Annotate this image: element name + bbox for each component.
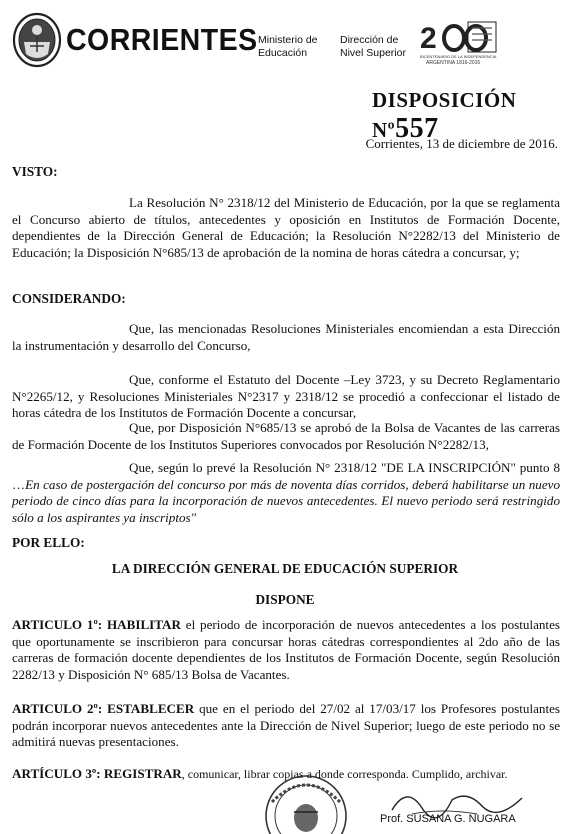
article-text: , comunicar, librar copias a donde corresponda. Cumplido, archivar.: [181, 767, 508, 781]
considerando-paragraph: [12, 460, 560, 526]
article-text: el periodo de incorporación de nuevos antecedentes a los postulantes que oportunamente se inscribieron para concursar horas cátedras correspondientes al 2do año de las carreras de formación docente dependientes de los Institutos de Formación Docente, según Resolución 2282/13 y Disposición N° 685/13 Bolsa de Vacantes.: [12, 617, 560, 682]
issuer-heading: LA DIRECCIÓN GENERAL DE EDUCACIÓN SUPERIOR: [111, 561, 459, 576]
visto-paragraph: La Resolución N° 2318/12 del Ministerio de Educación, por la que se reglamenta el Concurso abierto de títulos, antecedentes y oposición en Institutos de Formación Docente, dependientes de la Dirección General de Educación; la Resolución N°2282/13 del Ministerio de Educación; la Disposición N°685/13 de aprobación de la nomina de horas cátedra a concursar, y;: [12, 195, 560, 260]
disposition-number: 557: [395, 113, 439, 144]
title-prefix: DISPOSICIÓN Nº: [372, 88, 517, 142]
considerando-text: Que, según lo prevé la Resolución N° 2318/12 "DE LA INSCRIPCIÓN" punto 8 …: [12, 460, 560, 492]
provincial-seal-logo: [12, 12, 62, 70]
dispone-heading: DISPONE: [255, 592, 315, 607]
official-stamp: [258, 772, 354, 834]
quoted-rule-text: En caso de postergación del concurso por más de noventa días corridos, deberá habilitarse un nuevo periodo de cinco días para la incorporación de nuevos antecedentes. El nuevo periodo será restringido sólo a los aspirantes ya inscriptos": [12, 476, 560, 525]
ministry-label: Ministerio de: [258, 34, 318, 46]
bicentenary-logo: [418, 18, 500, 66]
date-line: Corrientes, 13 de diciembre de 2016.: [365, 136, 558, 151]
por-ello-heading: POR ELLO:: [12, 535, 85, 550]
article-label: ARTICULO 1º:: [12, 617, 103, 632]
visto-heading: VISTO:: [12, 164, 58, 179]
bicentenary-caption: BICENTENARIO DE LA INDEPENDENCIA: [420, 54, 497, 59]
considerando-paragraph: Que, conforme el Estatuto del Docente –Ley 3723, y su Decreto Reglamentario N°2265/12, y Resoluciones Ministeriales N°2317 y 2318/12 se procedió a confeccionar el listado de horas cátedra de los Institutos de Formación Docente a concursar,: [12, 372, 560, 421]
considerando-paragraph: Que, las mencionadas Resoluciones Ministeriales encomiendan a esta Dirección la instrumentación y desarrollo del Concurso,: [12, 321, 560, 353]
direction-label: Nivel Superior: [340, 47, 406, 59]
province-name: CORRIENTES: [66, 22, 258, 57]
considerando-paragraph: Que, por Disposición N°685/13 se aprobó de la Bolsa de Vacantes de las carreras de Formación Docente de los Institutos Superiores convocados por Resolución N°2282/13,: [12, 420, 560, 452]
considerando-heading: CONSIDERANDO:: [12, 291, 126, 306]
article-verb: HABILITAR: [106, 617, 181, 632]
article-label: ARTÍCULO 3º:: [12, 766, 101, 781]
bicentenary-years: ARGENTINA 1816-2016: [426, 60, 481, 66]
signatory-name: Prof. SUSANA G. NUGARA: [380, 813, 516, 825]
direction-label: Dirección de: [340, 34, 399, 46]
ministry-label: Educación: [258, 47, 308, 59]
article-verb: ESTABLECER: [107, 701, 195, 716]
article-2: [12, 701, 560, 751]
article-verb: REGISTRAR: [103, 766, 182, 781]
article-text: que en el periodo del 27/02 al 17/03/17 los Profesores postulantes podrán incorporar nuevos antecedentes ante la Dirección de Nivel Superior; luego de este periodo no se admitirá nuevas presentaciones.: [12, 701, 560, 750]
article-1: [12, 617, 560, 683]
svg-text:2: 2: [420, 22, 437, 55]
article-label: ARTICULO 2º:: [12, 701, 103, 716]
